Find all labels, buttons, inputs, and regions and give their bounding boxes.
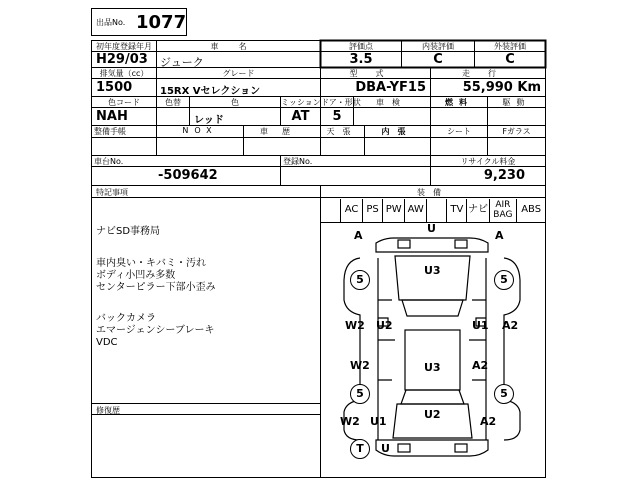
chassis-no-label: 車台No. (94, 157, 124, 166)
mark-bottom-u: U (381, 442, 390, 455)
mark-roof: U3 (424, 361, 441, 374)
exterior-value: C (505, 52, 515, 67)
car-name-value: ジューク (160, 56, 204, 69)
interior-trim-label: 内張 (381, 127, 414, 136)
lot-label: 出品No. (96, 18, 126, 27)
mark-left-u2: U2 (376, 319, 393, 332)
equipment-pw: PW (382, 199, 404, 222)
mark-trunk: U2 (424, 408, 441, 421)
notes-line: 車内臭い・キバミ・汚れ (96, 258, 206, 269)
mark-rl-w2: W2 (350, 359, 370, 372)
inspection-label: 車検 (376, 98, 408, 107)
mileage-label: 走行 (462, 69, 514, 78)
mark-bottom-t: T (350, 439, 370, 459)
mark-front-left: A (354, 229, 363, 242)
lot-box (91, 8, 187, 36)
car-name-label: 車名 (210, 42, 267, 51)
mark-front-top: U (427, 222, 436, 235)
drive-label: 駆動 (502, 98, 531, 107)
transmission-label: ミッション (281, 98, 321, 107)
equipment-label: 装備 (417, 188, 449, 197)
equipment-blank (426, 199, 446, 222)
equipment-ac: AC (340, 199, 362, 222)
chassis-no-value: -509642 (158, 168, 218, 183)
mark-right-u1: U1 (472, 319, 489, 332)
mark-fl-wheel: 5 (350, 270, 370, 290)
door-value: 5 (332, 109, 342, 124)
transmission-value: AT (291, 109, 310, 124)
notes-block-3 (96, 313, 214, 349)
lot-number: 1077 (136, 12, 187, 33)
equipment-airbag: AIR BAG (489, 199, 517, 222)
seat-label: シート (447, 127, 471, 136)
color-value: レッド (194, 115, 224, 126)
recycle-fee-value: 9,230 (483, 168, 525, 183)
fuel-label: 燃料 (445, 98, 473, 107)
registration-no-label: 登録No. (283, 157, 313, 166)
exterior-label: 外装評価 (494, 42, 526, 51)
mark-rear-u1: U1 (370, 415, 387, 428)
equipment-abs: ABS (516, 199, 545, 222)
equipment-tv: TV (446, 199, 466, 222)
notes-line-1: ナビSD事務局 (96, 226, 161, 237)
mark-rr-a2: A2 (472, 359, 489, 372)
model-code-label: 型式 (349, 69, 402, 78)
headliner-label: 天張 (326, 127, 359, 136)
notes-line: エマージェンシーブレーキ (96, 325, 215, 336)
maintenance-book-label: 整備手帳 (94, 127, 126, 136)
mark-fr-wheel: 5 (494, 270, 514, 290)
equipment-aw: AW (404, 199, 426, 222)
nox-label: NOX (182, 126, 218, 135)
color-code-value: NAH (96, 109, 128, 124)
notes-label: 特記事項 (96, 188, 128, 197)
first-registration-value: H29/03 (96, 52, 148, 67)
mark-left-w2: W2 (345, 319, 365, 332)
front-glass-label: Fガラス (502, 127, 531, 136)
mark-hood: U3 (424, 264, 441, 277)
mark-rl-wheel: 5 (350, 384, 370, 404)
interior-value: C (433, 52, 443, 67)
color-code-label: 色コード (108, 98, 140, 107)
grade-score-label: 評価点 (349, 42, 373, 51)
mark-rr-wheel: 5 (494, 384, 514, 404)
interior-label: 内装評価 (422, 42, 454, 51)
grade-label: グレード (222, 69, 255, 78)
notes-line: VDC (96, 337, 118, 348)
mark-rear-a2: A2 (480, 415, 497, 428)
grade-value: 15RX Vセレクション (160, 86, 261, 97)
color-change-label: 色替 (165, 98, 181, 107)
repair-history-label: 修復歴 (96, 406, 120, 415)
color-label: 色 (231, 98, 239, 107)
first-registration-label: 初年度登録年月 (96, 42, 152, 51)
history-label: 車歴 (260, 127, 304, 136)
equipment-row (340, 199, 545, 222)
displacement-value: 1500 (96, 80, 133, 95)
door-shape-label: ドア・形状 (321, 98, 361, 107)
mark-front-right: A (495, 229, 504, 242)
model-code-value: DBA-YF15 (355, 80, 426, 95)
notes-line: バックカメラ (96, 313, 156, 324)
notes-line: ボディ小凹み多数 (96, 270, 176, 281)
recycle-fee-label: リサイクル料金 (460, 157, 516, 166)
equipment-navi: ナビ (466, 199, 488, 222)
mark-right-a2: A2 (502, 319, 519, 332)
notes-block-2 (96, 258, 216, 294)
displacement-label: 排気量（cc） (99, 69, 149, 78)
mark-rear-w2: W2 (340, 415, 360, 428)
mileage-value: 55,990 Km (462, 80, 541, 95)
equipment-ps: PS (362, 199, 382, 222)
notes-line: センターピラー下部小歪み (96, 282, 216, 293)
grade-score-value: 3.5 (349, 52, 373, 67)
